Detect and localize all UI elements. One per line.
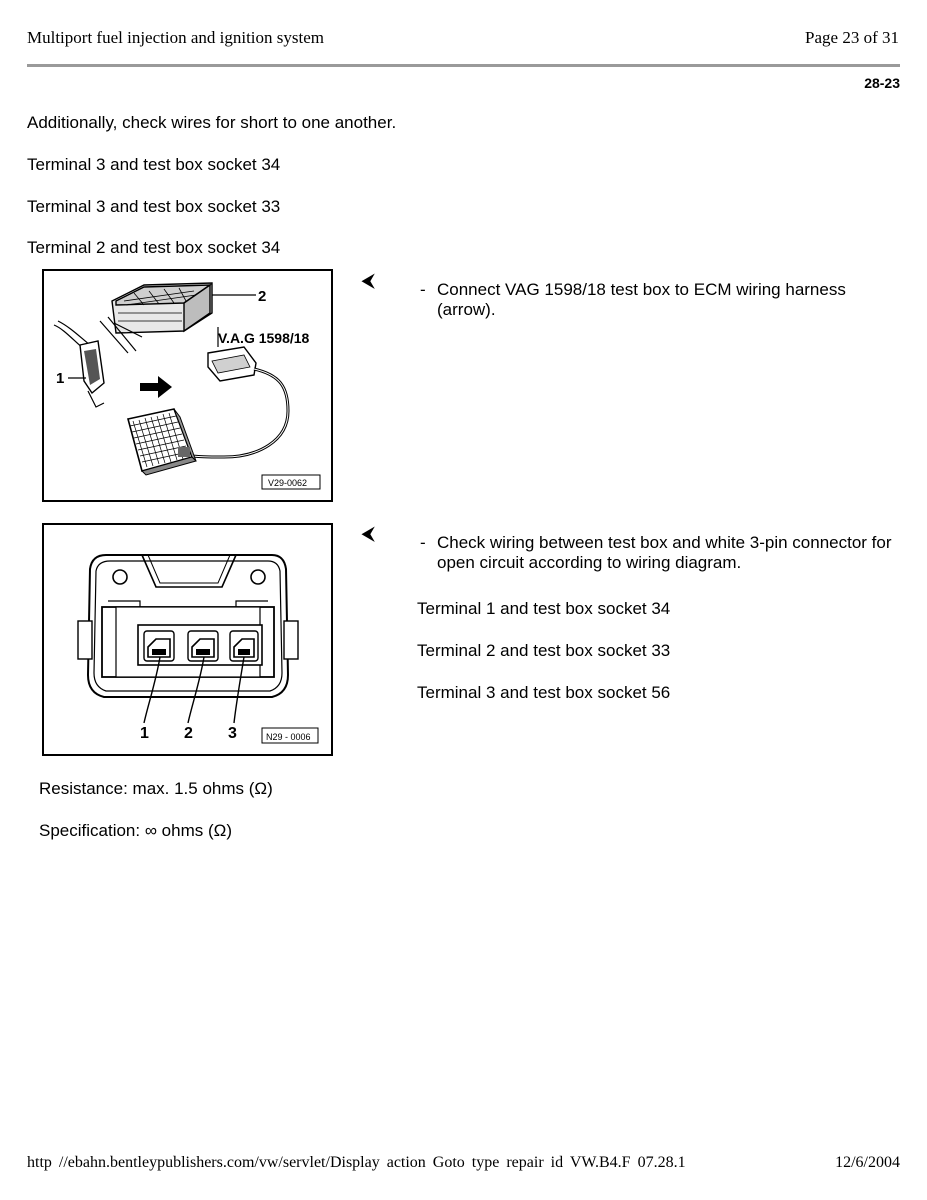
specification: Specification: ∞ ohms (Ω) [39, 821, 233, 840]
resistance-spec: Resistance: max. 1.5 ohms (Ω) [39, 779, 273, 798]
step-check-wiring [420, 533, 900, 573]
header-rule [27, 64, 900, 67]
connector-illustration [44, 525, 331, 754]
figure-test-box-connection [42, 269, 333, 502]
figure-pointer-icon: ⮜ [362, 524, 375, 543]
pin-2-label: 2 [184, 725, 193, 742]
step-text: Connect VAG 1598/18 test box to ECM wiring harness (arrow). [437, 280, 846, 319]
step-text: Check wiring between test box and white 3-pin connector for open circuit according to wiring diagram. [437, 533, 892, 572]
document-title: Multiport fuel injection and ignition system [27, 28, 324, 47]
terminal-item: Terminal 1 and test box socket 34 [417, 599, 671, 618]
callout-2-label: 2 [258, 288, 267, 305]
step-dash: - [420, 533, 426, 552]
terminal-item: Terminal 2 and test box socket 33 [417, 641, 671, 660]
figure-pointer-icon: ⮜ [362, 271, 375, 290]
footer-url: http //ebahn.bentleypublishers.com/vw/servlet/Display action Goto type repair id VW.B4.F 07.28.1 [27, 1154, 686, 1171]
section-number: 28-23 [864, 75, 900, 91]
terminal-item: Terminal 3 and test box socket 56 [417, 683, 671, 702]
figure-code: V29-0062 [268, 478, 308, 488]
vag-tool-label: V.A.G 1598/18 [218, 330, 310, 346]
footer-date: 12/6/2004 [835, 1154, 900, 1171]
step-dash: - [420, 280, 426, 299]
pin-1-label: 1 [140, 725, 149, 742]
figure-code: N29 - 0006 [266, 732, 311, 742]
check-item: Terminal 3 and test box socket 34 [27, 155, 281, 174]
callout-1-label: 1 [56, 370, 65, 387]
ecm-test-box-illustration [44, 271, 331, 500]
page-number: Page 23 of 31 [805, 28, 899, 47]
pin-3-label: 3 [228, 725, 237, 742]
check-item: Terminal 3 and test box socket 33 [27, 197, 281, 216]
check-item: Terminal 2 and test box socket 34 [27, 238, 281, 257]
step-connect-test-box [420, 280, 900, 320]
figure-3-pin-connector [42, 523, 333, 756]
intro-paragraph: Additionally, check wires for short to one another. [27, 113, 397, 132]
